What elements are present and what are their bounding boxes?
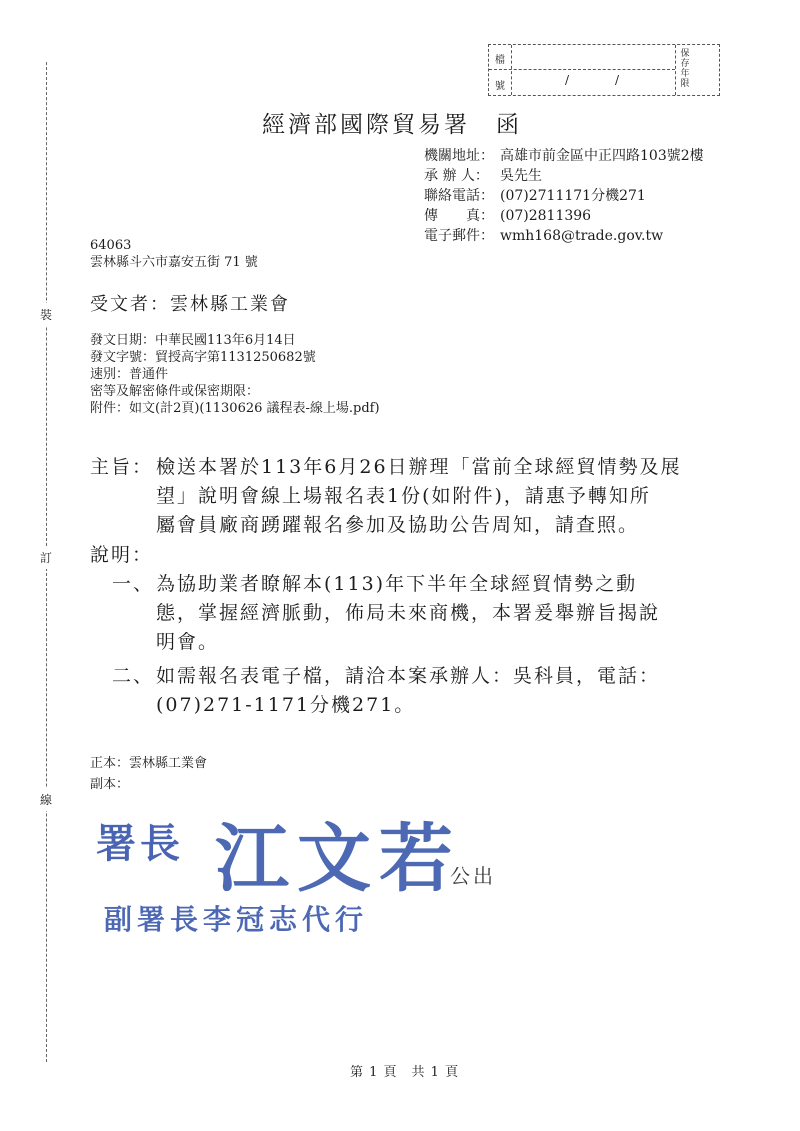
archive-slash-1: / [565, 73, 570, 87]
original-recipient: 正本：雲林縣工業會 [90, 756, 208, 771]
delivery-speed: 速別：普通件 [90, 367, 169, 382]
issue-date: 發文日期：中華民國113年6月14日 [90, 333, 296, 348]
postal-code: 64063 [90, 238, 132, 253]
address-label: 機關地址： [424, 148, 494, 164]
fax-label: 傳 真： [424, 208, 494, 224]
copies [90, 753, 207, 795]
binding-char-middle: 訂 [40, 546, 52, 569]
away-note: 公出 [450, 864, 496, 888]
director-name-stamp: 江文若 [215, 816, 461, 902]
subject-line: 望」說明會線上場報名表1份(如附件)，請惠予轉知所 [156, 485, 651, 507]
handler-label: 承 辦 人： [424, 168, 489, 184]
archive-retention-label: 保 存 年 限 [680, 49, 690, 89]
item-line: (07)271-1171分機271。 [156, 694, 416, 716]
subject-line: 屬會員廠商踴躍報名參加及協助公告周知，請查照。 [156, 514, 640, 536]
item-number: 二、 [112, 665, 155, 687]
document-number: 發文字號：貿授高字第1131250682號 [90, 350, 316, 365]
item-line: 如需報名表電子檔，請洽本案承辦人：吳科員，電話： [156, 665, 661, 687]
handler-value: 吳先生 [500, 168, 542, 184]
document-title: 經濟部國際貿易署 函 [262, 112, 522, 138]
secrecy-level: 密等及解密條件或保密期限： [90, 384, 260, 399]
copy-recipient: 副本： [90, 777, 130, 792]
archive-slash-2: / [615, 73, 620, 87]
fax-value: (07)2811396 [500, 208, 592, 224]
archive-file-label: 檔 [495, 55, 505, 66]
deputy-stamp: 副署長李冠志代行 [104, 903, 369, 936]
item-line: 態，掌握經濟脈動，佈局未來商機，本署爰舉辦旨揭說 [156, 602, 661, 624]
archive-box [488, 44, 720, 96]
item-number: 一、 [112, 573, 155, 595]
explanation-item-1 [112, 570, 712, 660]
document-meta [90, 332, 380, 417]
subject-line: 檢送本署於113年6月26日辦理「當前全球經貿情勢及展 [156, 456, 682, 478]
recipient: 受文者：雲林縣工業會 [90, 294, 290, 315]
binding-char-top: 裝 [40, 303, 52, 326]
director-title-stamp: 署長 [96, 820, 184, 867]
explanation-item-2 [112, 662, 712, 722]
email-label: 電子郵件： [424, 228, 494, 244]
binding-char-bottom: 線 [40, 788, 52, 811]
item-line: 為協助業者瞭解本(113)年下半年全球經貿情勢之動 [156, 573, 638, 595]
attachment: 附件：如文(計2頁)(1130626 議程表-線上場.pdf) [90, 401, 380, 416]
page-footer: 第 1 頁 共 1 頁 [350, 1065, 460, 1080]
address-value: 高雄市前金區中正四路103號2樓 [500, 148, 704, 164]
agency-info [424, 146, 704, 246]
subject-text [156, 453, 716, 540]
phone-value: (07)2711171分機271 [500, 188, 646, 204]
subject-label: 主旨： [90, 456, 154, 478]
phone-label: 聯絡電話： [424, 188, 494, 204]
email-value: wmh168@trade.gov.tw [500, 228, 664, 244]
item-line: 明會。 [156, 631, 220, 653]
postal-address: 雲林縣斗六市嘉安五街 71 號 [90, 255, 258, 270]
archive-number-label: 號 [495, 81, 505, 92]
explanation-label: 說明： [90, 544, 154, 566]
